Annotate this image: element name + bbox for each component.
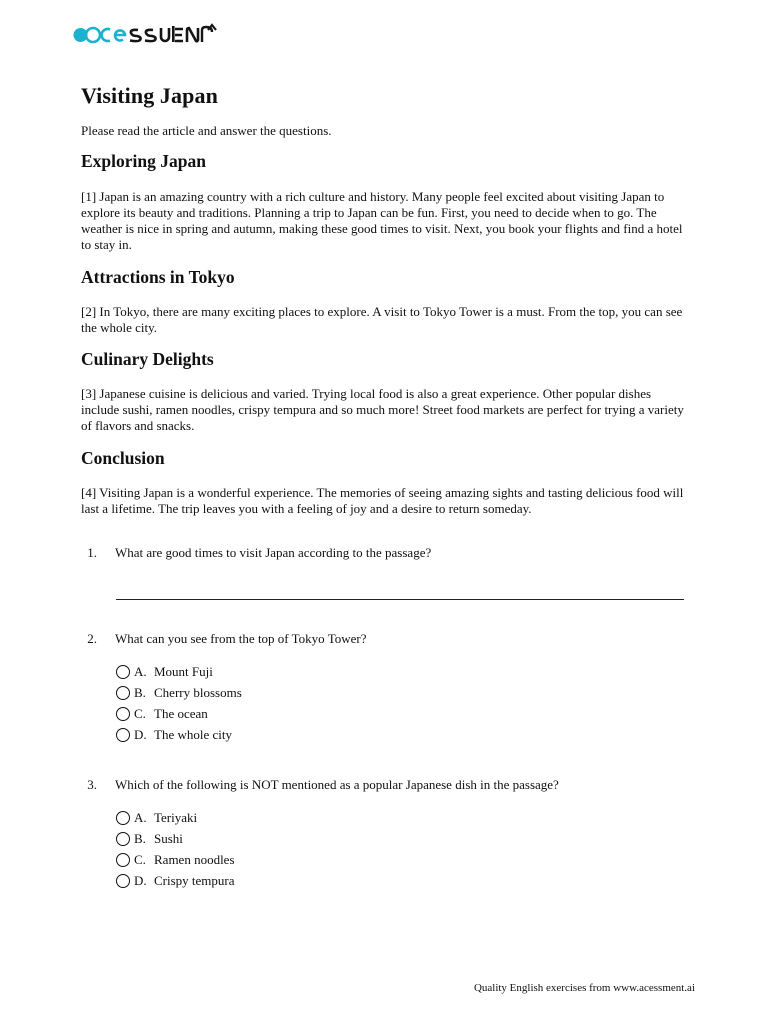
section-paragraph: [1] Japan is an amazing country with a rich culture and history. Many people feel excited about visiting Japan to explore its beauty and traditions. Planning a trip to Japan can be fun. First, you need to decide when to go. The weather is nice in spring and autumn, making these good times to visit. Next, you book your flights and find a hotel to stay in.	[81, 189, 683, 252]
option-c[interactable]	[116, 703, 242, 724]
acessment-logo	[72, 20, 222, 50]
option-letter: A.	[134, 810, 147, 825]
option-text: The ocean	[154, 706, 208, 721]
question-number: 3.	[87, 777, 97, 792]
option-text: Teriyaki	[154, 810, 198, 825]
option-letter: B.	[134, 685, 146, 700]
option-letter: C.	[134, 852, 146, 867]
radio-circle-icon[interactable]	[116, 811, 130, 825]
section-heading: Culinary Delights	[81, 349, 214, 369]
radio-circle-icon[interactable]	[116, 686, 130, 700]
worksheet-title: Visiting Japan	[81, 83, 218, 108]
question-number: 1.	[87, 545, 97, 560]
section-paragraph: [2] In Tokyo, there are many exciting places to explore. A visit to Tokyo Tower is a must. From the top, you can see the whole city.	[81, 304, 683, 335]
radio-circle-icon[interactable]	[116, 665, 130, 679]
option-letter: D.	[134, 727, 147, 742]
option-text: Ramen noodles	[154, 852, 235, 867]
question-2-options	[116, 661, 242, 745]
option-letter: A.	[134, 664, 147, 679]
section-paragraph: [4] Visiting Japan is a wonderful experience. The memories of seeing amazing sights and tasting delicious food will last a lifetime. The trip leaves you with a feeling of joy and a desire to return someday.	[81, 485, 684, 516]
option-text: Crispy tempura	[154, 873, 235, 888]
option-d[interactable]	[116, 870, 235, 891]
answer-line[interactable]	[116, 599, 684, 600]
option-letter: B.	[134, 831, 146, 846]
option-text: Sushi	[154, 831, 183, 846]
question-number: 2.	[87, 631, 97, 646]
option-letter: C.	[134, 706, 146, 721]
radio-circle-icon[interactable]	[116, 853, 130, 867]
section-paragraph: [3] Japanese cuisine is delicious and varied. Trying local food is also a great experience. Other popular dishes include sushi, ramen noodles, crispy tempura and so much more! Street food markets are perfect for trying a variety of flavors and snacks.	[81, 386, 684, 433]
option-a[interactable]	[116, 807, 235, 828]
option-text: The whole city	[154, 727, 232, 742]
option-a[interactable]	[116, 661, 242, 682]
option-text: Cherry blossoms	[154, 685, 242, 700]
radio-circle-icon[interactable]	[116, 874, 130, 888]
option-d[interactable]	[116, 724, 242, 745]
option-c[interactable]	[116, 849, 235, 870]
footer-credit: Quality English exercises from www.acessment.ai	[473, 982, 695, 994]
option-b[interactable]	[116, 682, 242, 703]
instructions: Please read the article and answer the questions.	[81, 123, 332, 138]
question-text: What are good times to visit Japan according to the passage?	[115, 545, 432, 560]
question-text: Which of the following is NOT mentioned as a popular Japanese dish in the passage?	[115, 777, 559, 792]
section-heading: Attractions in Tokyo	[81, 267, 235, 287]
option-text: Mount Fuji	[154, 664, 213, 679]
radio-circle-icon[interactable]	[116, 728, 130, 742]
question-3-options	[116, 807, 235, 891]
section-heading: Exploring Japan	[81, 151, 206, 171]
option-letter: D.	[134, 873, 147, 888]
option-b[interactable]	[116, 828, 235, 849]
section-heading: Conclusion	[81, 448, 165, 468]
radio-circle-icon[interactable]	[116, 707, 130, 721]
radio-circle-icon[interactable]	[116, 832, 130, 846]
question-text: What can you see from the top of Tokyo Tower?	[115, 631, 367, 646]
